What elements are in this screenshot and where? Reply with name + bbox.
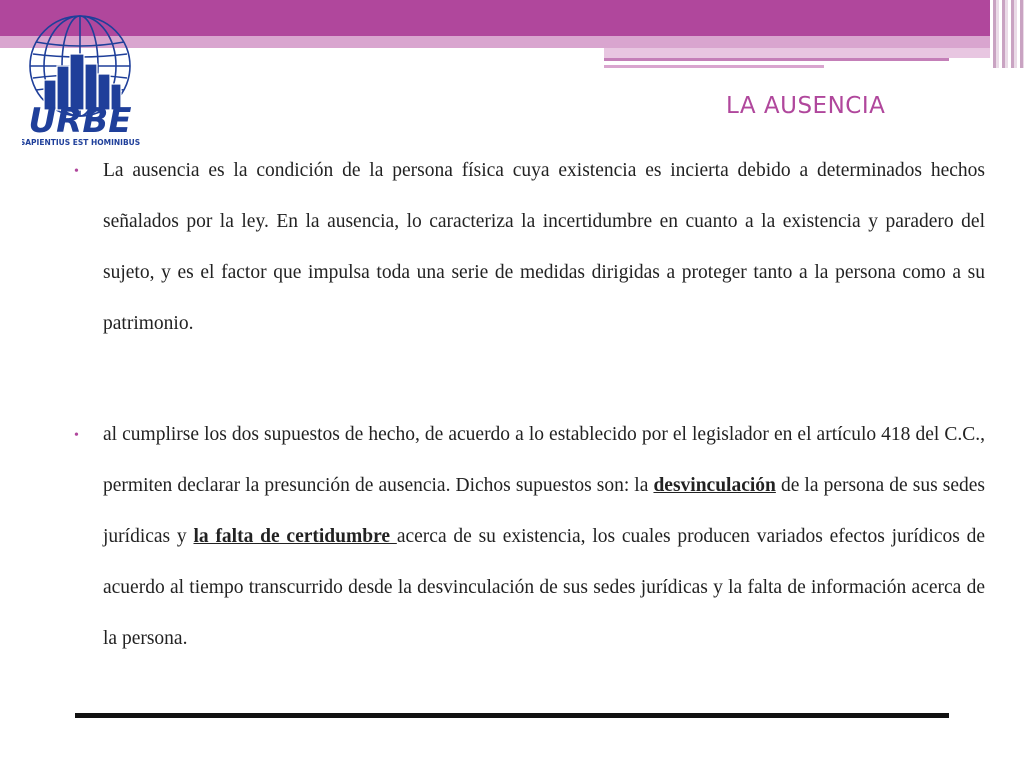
paragraph-2-text-c: acerca de su existencia, los cuales producen variados efectos jurídicos de acuerdo al tiempo transcurrido desde la desvinculación de sus sedes jurídicas y la falta de información acerca de la persona. — [103, 526, 986, 649]
paragraph-2-text-b: de la persona de sus sedes jurídicas y — [103, 475, 985, 547]
emphasis-falta-certidumbre: la falta de certidumbre — [193, 526, 397, 547]
urbe-logo — [22, 14, 142, 150]
paragraph-2-text-a: al cumplirse los dos supuestos de hecho, de acuerdo a lo establecido por el legislador en el artículo 418 del C.C., permiten declarar la presunción de ausencia. Dichos supuestos son: la — [103, 424, 985, 496]
logo-lettering: URBE — [28, 101, 132, 141]
header-rule-short — [604, 65, 824, 68]
footer-rule — [75, 713, 949, 718]
logo-motto: SAPIENTIUS EST HOMINIBUS — [22, 138, 141, 147]
header-band-short — [604, 48, 1024, 58]
paragraph-2 — [103, 409, 985, 664]
paragraph-1: La ausencia es la condición de la persona física cuya existencia es incierta debido a determinados hechos señalados por la ley. En la ausencia, lo caracteriza la incertidumbre en cuanto a la existencia y paradero del sujeto, y es el factor que impulsa toda una serie de medidas dirigidas a proteger tanto a la persona como a su patrimonio. — [103, 160, 985, 334]
slide-title: LA AUSENCIA — [726, 93, 886, 119]
header-rule — [604, 58, 949, 61]
header-band — [0, 36, 1024, 48]
emphasis-desvinculacion: desvinculación — [653, 475, 776, 496]
header-stripes — [990, 0, 1024, 68]
header-bar — [0, 0, 1024, 36]
bullet-2: • — [74, 428, 79, 443]
bullet-1: • — [74, 164, 79, 179]
